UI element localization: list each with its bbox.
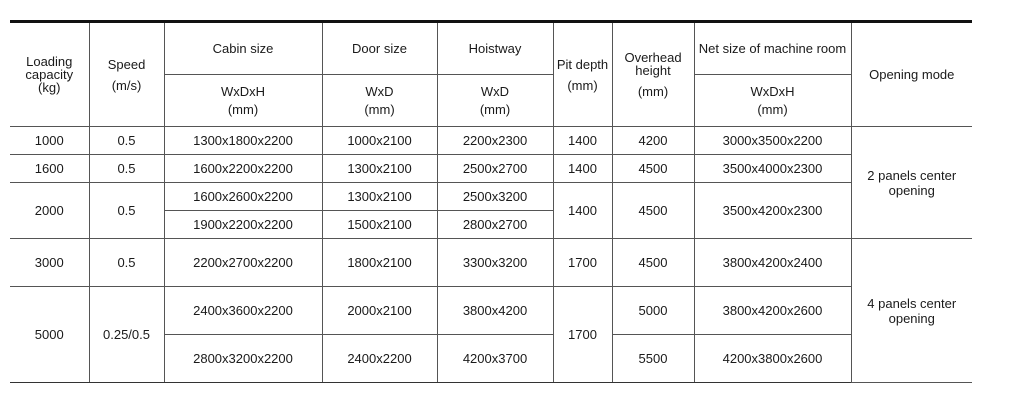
table-row	[10, 183, 972, 211]
table-row	[10, 287, 972, 335]
cell-overhead: 5500	[612, 335, 694, 383]
cell-door: 1000x2100	[322, 127, 437, 155]
cell-cabin: 2200x2700x2200	[164, 239, 322, 287]
cell-net: 3500x4200x2300	[694, 183, 851, 239]
cell-door: 1300x2100	[322, 183, 437, 211]
cell-door: 1800x2100	[322, 239, 437, 287]
header-machine-room-dims: WxDxH (mm)	[694, 75, 851, 127]
cell-cabin: 2400x3600x2200	[164, 287, 322, 335]
table-row	[10, 127, 972, 155]
cell-hoist: 3300x3200	[437, 239, 553, 287]
cell-speed: 0.5	[89, 239, 164, 287]
header-hoist-dims: WxD (mm)	[437, 75, 553, 127]
cell-overhead: 5000	[612, 287, 694, 335]
cell-net: 3000x3500x2200	[694, 127, 851, 155]
cell-speed: 0.25/0.5	[89, 287, 164, 383]
cell-pit: 1400	[553, 183, 612, 239]
header-machine-room: Net size of machine room	[694, 22, 851, 75]
header-hoistway: Hoistway	[437, 22, 553, 75]
header-overhead-height: Overhead height (mm)	[612, 22, 694, 127]
cell-overhead: 4500	[612, 183, 694, 239]
cell-door: 2400x2200	[322, 335, 437, 383]
header-opening-mode: Opening mode	[851, 22, 972, 127]
cell-speed: 0.5	[89, 155, 164, 183]
elevator-spec-table	[10, 20, 972, 383]
cell-speed: 0.5	[89, 183, 164, 239]
cell-pit: 1400	[553, 155, 612, 183]
cell-load: 5000	[10, 287, 89, 383]
cell-net: 3800x4200x2400	[694, 239, 851, 287]
header-pit-depth: Pit depth (mm)	[553, 22, 612, 127]
cell-speed: 0.5	[89, 127, 164, 155]
cell-door: 1300x2100	[322, 155, 437, 183]
header-cabin-size: Cabin size	[164, 22, 322, 75]
cell-hoist: 2800x2700	[437, 211, 553, 239]
cell-hoist: 3800x4200	[437, 287, 553, 335]
header-speed: Speed (m/s)	[89, 22, 164, 127]
cell-door: 1500x2100	[322, 211, 437, 239]
cell-net: 4200x3800x2600	[694, 335, 851, 383]
cell-opening-4-panels: 4 panels center opening	[851, 239, 972, 383]
table-row	[10, 155, 972, 183]
cell-pit: 1700	[553, 239, 612, 287]
cell-opening-2-panels: 2 panels center opening	[851, 127, 972, 239]
cell-cabin: 2800x3200x2200	[164, 335, 322, 383]
header-door-dims: WxD (mm)	[322, 75, 437, 127]
cell-cabin: 1900x2200x2200	[164, 211, 322, 239]
header-door-size: Door size	[322, 22, 437, 75]
cell-net: 3500x4000x2300	[694, 155, 851, 183]
cell-cabin: 1600x2600x2200	[164, 183, 322, 211]
cell-cabin: 1600x2200x2200	[164, 155, 322, 183]
cell-hoist: 2200x2300	[437, 127, 553, 155]
cell-pit: 1700	[553, 287, 612, 383]
cell-pit: 1400	[553, 127, 612, 155]
cell-hoist: 4200x3700	[437, 335, 553, 383]
header-cabin-dims: WxDxH (mm)	[164, 75, 322, 127]
cell-overhead: 4500	[612, 239, 694, 287]
cell-hoist: 2500x2700	[437, 155, 553, 183]
cell-net: 3800x4200x2600	[694, 287, 851, 335]
cell-load: 1000	[10, 127, 89, 155]
header-loading-capacity: Loading capacity (kg)	[10, 22, 89, 127]
cell-overhead: 4200	[612, 127, 694, 155]
cell-overhead: 4500	[612, 155, 694, 183]
table-row	[10, 239, 972, 287]
cell-cabin: 1300x1800x2200	[164, 127, 322, 155]
cell-load: 2000	[10, 183, 89, 239]
cell-load: 1600	[10, 155, 89, 183]
cell-load: 3000	[10, 239, 89, 287]
cell-door: 2000x2100	[322, 287, 437, 335]
cell-hoist: 2500x3200	[437, 183, 553, 211]
